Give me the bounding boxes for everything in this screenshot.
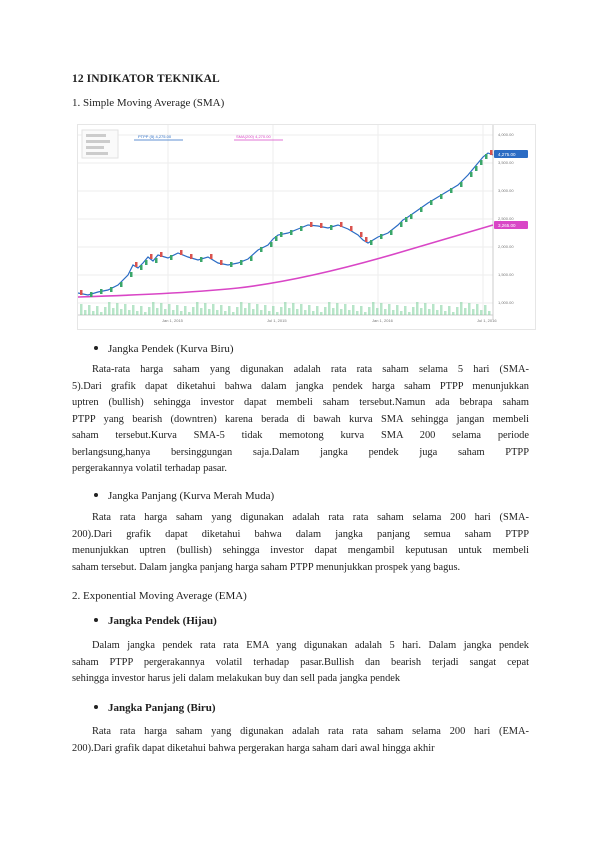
volume-bar xyxy=(168,304,171,315)
candle xyxy=(405,217,408,222)
candle xyxy=(340,222,343,227)
volume-bar xyxy=(224,311,227,315)
candle xyxy=(430,200,433,205)
paragraph-ema-short xyxy=(72,638,529,688)
volume-bar xyxy=(148,307,151,315)
volume-bar xyxy=(480,310,483,315)
y-label: 3,000.00 xyxy=(498,188,514,193)
y-label: 3,500.00 xyxy=(498,160,514,165)
volume-bar xyxy=(316,306,319,315)
candle xyxy=(145,260,148,265)
candle xyxy=(260,247,263,252)
paragraph-line: uptren (bullish) sehingga investor dapat membeli saham tersebut.Namun ada bebrapa saham xyxy=(72,397,529,408)
candle xyxy=(380,234,383,239)
volume-bar xyxy=(156,308,159,315)
volume-bar xyxy=(408,312,411,315)
candle xyxy=(370,240,373,245)
chart-legend xyxy=(82,130,283,158)
bullet-dot xyxy=(94,618,98,622)
volume-bar xyxy=(368,307,371,315)
volume-bar xyxy=(452,312,455,315)
volume-bar xyxy=(280,307,283,315)
paragraph-line: berlangsung,hanya bersinggungan saja.Dalam jangka pendek juga saham PTPP xyxy=(72,446,529,458)
paragraph-line: PTPP yang bearish (downtren) karena berada di bawah kurva SMA sehingga jangan membeli xyxy=(72,413,529,425)
volume-bar xyxy=(304,310,307,315)
price-line xyxy=(78,153,493,295)
bullet-jangka-panjang-merah-muda: Jangka Panjang (Kurva Merah Muda) xyxy=(94,490,274,502)
volume-bar xyxy=(196,302,199,315)
volume-bar xyxy=(292,303,295,315)
volume-bar xyxy=(200,308,203,315)
volume-bar xyxy=(464,308,467,315)
volume-bar xyxy=(328,302,331,315)
volume-bar xyxy=(448,306,451,315)
legend-price: PTPP (5) 4,275.00 xyxy=(138,134,172,139)
candle xyxy=(410,214,413,219)
volume-bar xyxy=(220,305,223,315)
paragraph-line: saham PTPP pergerakannya volatil terhadap pasar.Bullish dan bearish terjadi sangat cepat xyxy=(72,656,529,668)
volume-bars xyxy=(80,302,491,315)
volume-bar xyxy=(140,306,143,315)
bullet-dot xyxy=(94,493,98,497)
volume-bar xyxy=(208,309,211,315)
volume-bar xyxy=(276,312,279,315)
paragraph-sma-short xyxy=(72,362,529,478)
candle xyxy=(220,260,223,265)
candle xyxy=(200,257,203,262)
candle xyxy=(310,222,313,227)
candle xyxy=(140,265,143,270)
candle xyxy=(420,207,423,212)
volume-bar xyxy=(324,307,327,315)
volume-bar xyxy=(260,310,263,315)
candle xyxy=(170,255,173,260)
document-heading: 12 INDIKATOR TEKNIKAL xyxy=(72,73,220,85)
paragraph-line: 200).Dari grafik dapat diketahui bahwa pergerakan harga saham dari awal hingga akhir xyxy=(72,742,435,754)
paragraph-line: Dalam jangka pendek rata rata EMA yang digunakan adalah 5 hari. Dalam jangka pendek xyxy=(92,640,529,651)
sma-chart xyxy=(77,124,536,330)
candle xyxy=(290,230,293,235)
volume-bar xyxy=(144,312,147,315)
y-label: 2,500.00 xyxy=(498,216,514,221)
volume-bar xyxy=(340,309,343,315)
volume-bar xyxy=(372,302,375,315)
volume-bar xyxy=(268,311,271,315)
paragraph-sma-long xyxy=(72,510,529,576)
volume-bar xyxy=(344,304,347,315)
volume-bar xyxy=(116,303,119,315)
volume-bar xyxy=(360,306,363,315)
candle xyxy=(275,236,278,241)
candle xyxy=(160,252,163,257)
legend-sma: SMA(200) 4,270.00 xyxy=(236,134,271,139)
volume-bar xyxy=(396,305,399,315)
volume-bar xyxy=(320,312,323,315)
volume-bar xyxy=(96,306,99,315)
volume-bar xyxy=(164,309,167,315)
y-label: 1,000.00 xyxy=(498,300,514,305)
candle xyxy=(450,188,453,193)
candle xyxy=(490,150,493,155)
volume-bar xyxy=(312,311,315,315)
candle xyxy=(155,258,158,263)
volume-bar xyxy=(424,303,427,315)
candle xyxy=(100,289,103,294)
candle xyxy=(240,260,243,265)
candle xyxy=(470,172,473,177)
candle xyxy=(120,282,123,287)
paragraph-line: Rata rata harga saham yang digunakan adalah rata rata saham selama 200 hari (SMA- xyxy=(92,512,529,523)
volume-bar xyxy=(188,312,191,315)
volume-bar xyxy=(348,310,351,315)
x-label: Jan 1, 2015 xyxy=(162,318,183,323)
volume-bar xyxy=(444,311,447,315)
volume-bar xyxy=(400,311,403,315)
volume-bar xyxy=(428,309,431,315)
volume-bar xyxy=(212,304,215,315)
sma200-line xyxy=(78,225,493,297)
volume-bar xyxy=(176,305,179,315)
volume-bar xyxy=(440,305,443,315)
volume-bar xyxy=(232,312,235,315)
volume-bar xyxy=(272,306,275,315)
candle xyxy=(460,182,463,187)
volume-bar xyxy=(472,309,475,315)
volume-bar xyxy=(336,303,339,315)
volume-bar xyxy=(476,304,479,315)
volume-bar xyxy=(364,312,367,315)
volume-bar xyxy=(100,312,103,315)
volume-bar xyxy=(180,311,183,315)
candle xyxy=(90,292,93,297)
volume-bar xyxy=(432,304,435,315)
paragraph-line: saham tersebut.Kurva SMA-5 tidak memotong kurva SMA 200 selama periode xyxy=(72,430,529,441)
x-label: Jul 1, 2015 xyxy=(267,318,287,323)
volume-bar xyxy=(136,311,139,315)
y-label: 4,000.00 xyxy=(498,132,514,137)
paragraph-line: sehingga investor harus jeli dalam melakukan buy dan sell pada jangka pendek xyxy=(72,673,401,684)
volume-bar xyxy=(216,310,219,315)
volume-bar xyxy=(240,302,243,315)
volume-bar xyxy=(380,303,383,315)
candle xyxy=(475,166,478,171)
bullet-dot xyxy=(94,346,98,350)
candle xyxy=(150,254,153,259)
bullet-dot xyxy=(94,705,98,709)
volume-bar xyxy=(436,310,439,315)
volume-bar xyxy=(264,305,267,315)
volume-bar xyxy=(416,302,419,315)
paragraph-line: Rata rata harga saham yang digunakan adalah rata rata saham selama 200 hari (EMA- xyxy=(92,726,529,737)
volume-bar xyxy=(376,308,379,315)
candle xyxy=(80,290,83,295)
volume-bar xyxy=(352,305,355,315)
candle xyxy=(390,230,393,235)
paragraph-line: Rata-rata harga saham yang digunakan adalah rata rata saham selama 5 hari (SMA- xyxy=(92,364,529,375)
candle xyxy=(350,226,353,231)
price-badge-text: 4,275.00 xyxy=(498,152,516,157)
candle xyxy=(135,262,138,267)
volume-bar xyxy=(152,302,155,315)
volume-bar xyxy=(456,307,459,315)
paragraph-line: 5).Dari grafik dapat diketahui bahwa dalam jangka pendek harga saham PTPP menunjukkan xyxy=(72,380,529,392)
volume-bar xyxy=(228,306,231,315)
volume-bar xyxy=(84,310,87,315)
candle xyxy=(300,226,303,231)
volume-bar xyxy=(284,302,287,315)
candle xyxy=(480,160,483,165)
volume-bar xyxy=(388,304,391,315)
candle xyxy=(210,254,213,259)
paragraph-line: 200).Dari grafik dapat diketahui bahwa dalam jangka panjang semua saham PTPP xyxy=(72,528,529,540)
paragraph-line: menunjukkan uptren (bullish) sehingga investor dapat mengambil keputusan untuk membeli xyxy=(72,545,529,556)
candle xyxy=(190,254,193,259)
volume-bar xyxy=(120,309,123,315)
volume-bar xyxy=(112,308,115,315)
candle xyxy=(180,250,183,255)
volume-bar xyxy=(88,305,91,315)
volume-bar xyxy=(192,307,195,315)
volume-bar xyxy=(420,308,423,315)
volume-bar xyxy=(108,302,111,315)
paragraph-line: pergerakannya volatil terhadap pasar. xyxy=(72,463,228,474)
x-label: Jul 1, 2016 xyxy=(477,318,497,323)
volume-bar xyxy=(412,307,415,315)
candle xyxy=(250,256,253,261)
volume-bar xyxy=(404,306,407,315)
y-label: 2,000.00 xyxy=(498,244,514,249)
sma-badge-text: 3,265.00 xyxy=(498,223,516,228)
volume-bar xyxy=(468,303,471,315)
volume-bar xyxy=(184,306,187,315)
volume-bar xyxy=(256,304,259,315)
y-label: 1,500.00 xyxy=(498,272,514,277)
volume-bar xyxy=(384,309,387,315)
volume-bar xyxy=(252,309,255,315)
volume-bar xyxy=(356,311,359,315)
volume-bar xyxy=(104,307,107,315)
x-label: Jan 1, 2016 xyxy=(372,318,393,323)
x-axis-labels xyxy=(162,318,497,323)
candle xyxy=(485,154,488,159)
candle xyxy=(330,225,333,230)
candle xyxy=(270,242,273,247)
volume-bar xyxy=(300,304,303,315)
volume-bar xyxy=(248,303,251,315)
bullet-jangka-pendek-biru: Jangka Pendek (Kurva Biru) xyxy=(94,343,234,355)
volume-bar xyxy=(484,305,487,315)
volume-bar xyxy=(92,311,95,315)
bullet-jangka-pendek-hijau: Jangka Pendek (Hijau) xyxy=(94,615,217,627)
volume-bar xyxy=(308,305,311,315)
section-1-title: 1. Simple Moving Average (SMA) xyxy=(72,97,225,109)
sma-chart-svg xyxy=(78,125,535,329)
volume-bar xyxy=(128,310,131,315)
candle xyxy=(320,223,323,228)
volume-bar xyxy=(296,309,299,315)
volume-bar xyxy=(392,310,395,315)
chart-grid xyxy=(78,125,493,315)
candle xyxy=(280,232,283,237)
volume-bar xyxy=(80,304,83,315)
volume-bar xyxy=(332,308,335,315)
candle xyxy=(110,287,113,292)
bullet-jangka-panjang-biru: Jangka Panjang (Biru) xyxy=(94,702,216,714)
volume-bar xyxy=(460,302,463,315)
volume-bar xyxy=(244,308,247,315)
volume-bar xyxy=(160,303,163,315)
candle xyxy=(230,262,233,267)
volume-bar xyxy=(132,305,135,315)
volume-bar xyxy=(288,308,291,315)
candle xyxy=(365,237,368,242)
paragraph-line: saham tersebut. Dalam jangka panjang harga saham PTPP menunjukkan prospek yang bagus. xyxy=(72,561,461,573)
candle xyxy=(440,194,443,199)
volume-bar xyxy=(172,310,175,315)
candle xyxy=(130,272,133,277)
candle xyxy=(400,222,403,227)
volume-bar xyxy=(488,311,491,315)
candle xyxy=(360,232,363,237)
section-2-title: 2. Exponential Moving Average (EMA) xyxy=(72,590,247,602)
volume-bar xyxy=(236,307,239,315)
volume-bar xyxy=(124,304,127,315)
paragraph-ema-long xyxy=(72,724,529,757)
volume-bar xyxy=(204,303,207,315)
